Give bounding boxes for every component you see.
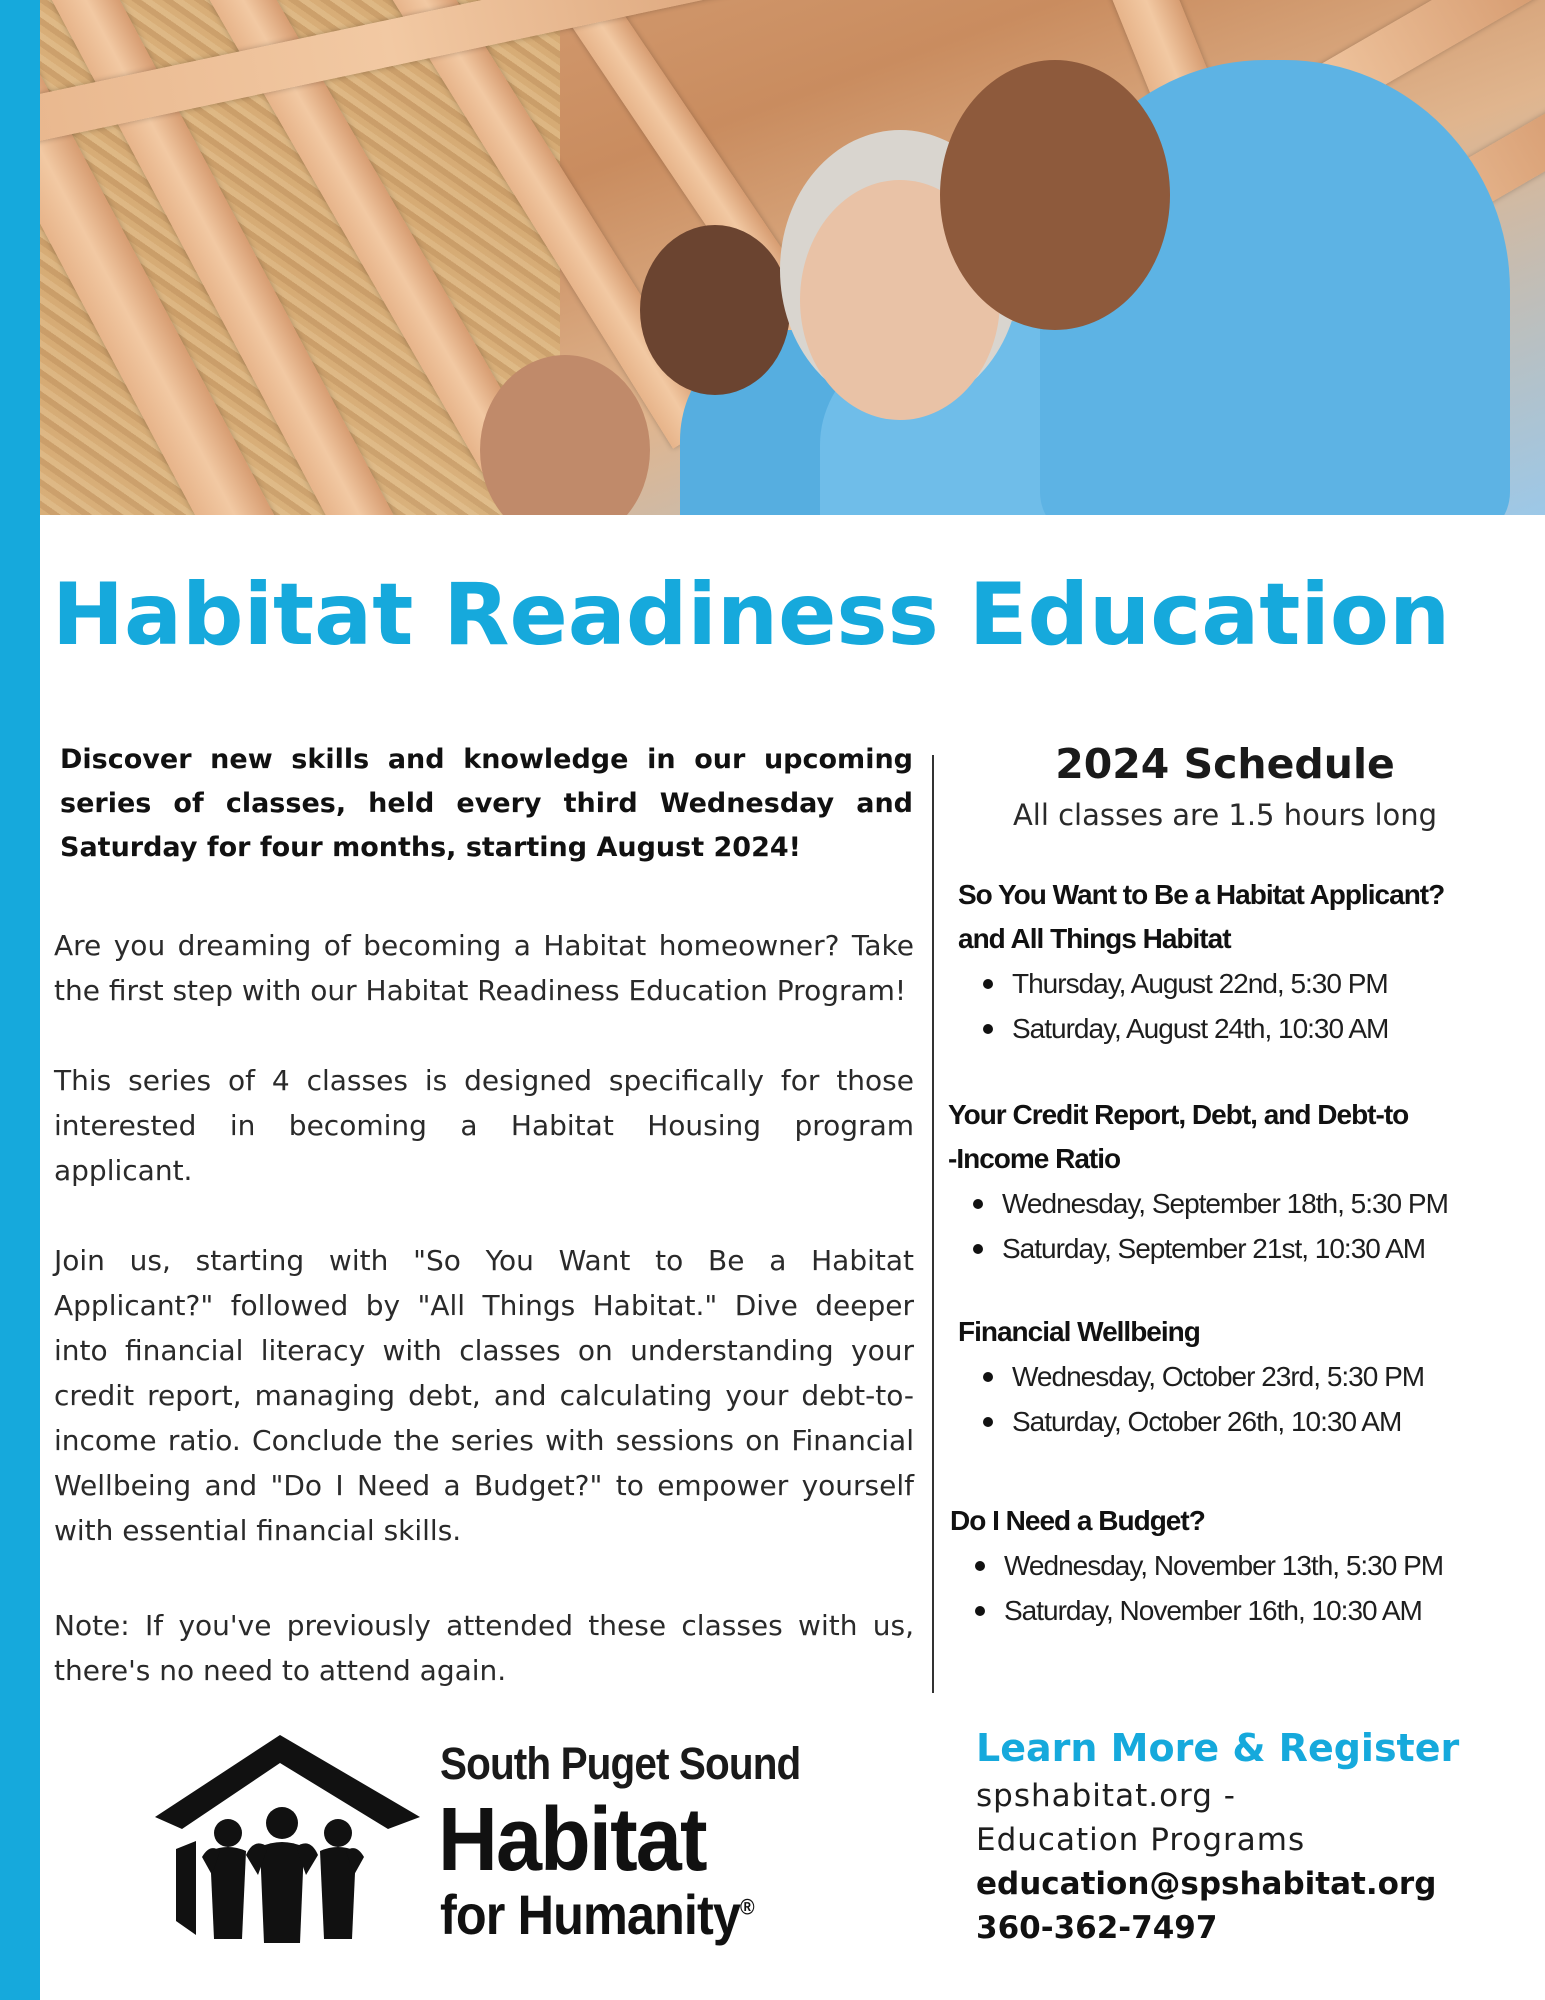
column-divider [932,755,934,1693]
schedule-subtitle: All classes are 1.5 hours long [1012,798,1438,832]
class-name: -Income Ratio [948,1143,1121,1174]
class-name: Do I Need a Budget? [950,1505,1205,1536]
email-link[interactable]: education@spshabitat.org [976,1866,1437,1902]
class-block [958,873,1538,1051]
logo-line-3 [440,1882,754,1947]
class-name: and All Things Habitat [958,923,1231,954]
paragraph: Are you dreaming of becoming a Habitat homeowner? Take the first step with our Habitat Readiness Education Program! [54,929,914,1007]
class-dates [948,1181,1528,1271]
logo-line-1: South Puget Sound [440,1738,801,1789]
class-name: So You Want to Be a Habitat Applicant? [958,879,1445,910]
class-dates [958,961,1538,1051]
class-block [948,1093,1528,1271]
class-date: Wednesday, September 18th, 5:30 PM [1002,1181,1528,1226]
class-date: Saturday, October 26th, 10:30 AM [1012,1399,1538,1444]
accent-bar [0,0,40,2000]
page-title: Habitat Readiness Education [52,565,1451,665]
class-date: Thursday, August 22nd, 5:30 PM [1012,961,1538,1006]
class-name: Your Credit Report, Debt, and Debt-to [948,1099,1409,1130]
class-date: Saturday, November 16th, 10:30 AM [1004,1588,1530,1633]
phone-number[interactable]: 360-362-7497 [976,1910,1218,1946]
class-date: Wednesday, October 23rd, 5:30 PM [1012,1354,1538,1399]
hero-photo [40,0,1545,515]
class-date: Wednesday, November 13th, 5:30 PM [1004,1543,1530,1588]
class-block [950,1499,1530,1633]
logo-line-2: Habitat [438,1790,706,1890]
paragraph: Join us, starting with "So You Want to Be a Habitat Applicant?" followed by "All Things Habitat." Dive deeper into financial literacy with classes on understanding your credit report, managing debt, and calculating your debt-to-income ratio. Conclude the series with sessions on Financial Wellbeing and "Do I Need a Budget?" to empower yourself with essential financial skills. [54,1244,914,1547]
schedule-title: 2024 Schedule [1055,740,1395,788]
paragraph: Note: If you've previously attended these classes with us, there's no need to attend again. [54,1609,914,1687]
class-date: Saturday, September 21st, 10:30 AM [1002,1226,1528,1271]
website-link[interactable]: spshabitat.org - [976,1778,1236,1814]
class-block [958,1310,1538,1444]
class-date: Saturday, August 24th, 10:30 AM [1012,1006,1538,1051]
class-dates [950,1543,1530,1633]
class-dates [958,1354,1538,1444]
intro-text: Discover new skills and knowledge in our upcoming series of classes, held every third Wednesday and Saturday for four months, starting August 2024! [60,744,913,863]
learn-more-title: Learn More & Register [976,1726,1460,1770]
website-section[interactable]: Education Programs [976,1822,1306,1858]
volunteer-face [640,225,790,395]
volunteer-face [940,60,1170,330]
class-name: Financial Wellbeing [958,1316,1200,1347]
registered-mark: ® [740,1894,754,1920]
logo-line-3-text: for Humanity [440,1883,741,1946]
paragraph: This series of 4 classes is designed specifically for those interested in becoming a Habitat Housing program applicant. [54,1064,914,1187]
